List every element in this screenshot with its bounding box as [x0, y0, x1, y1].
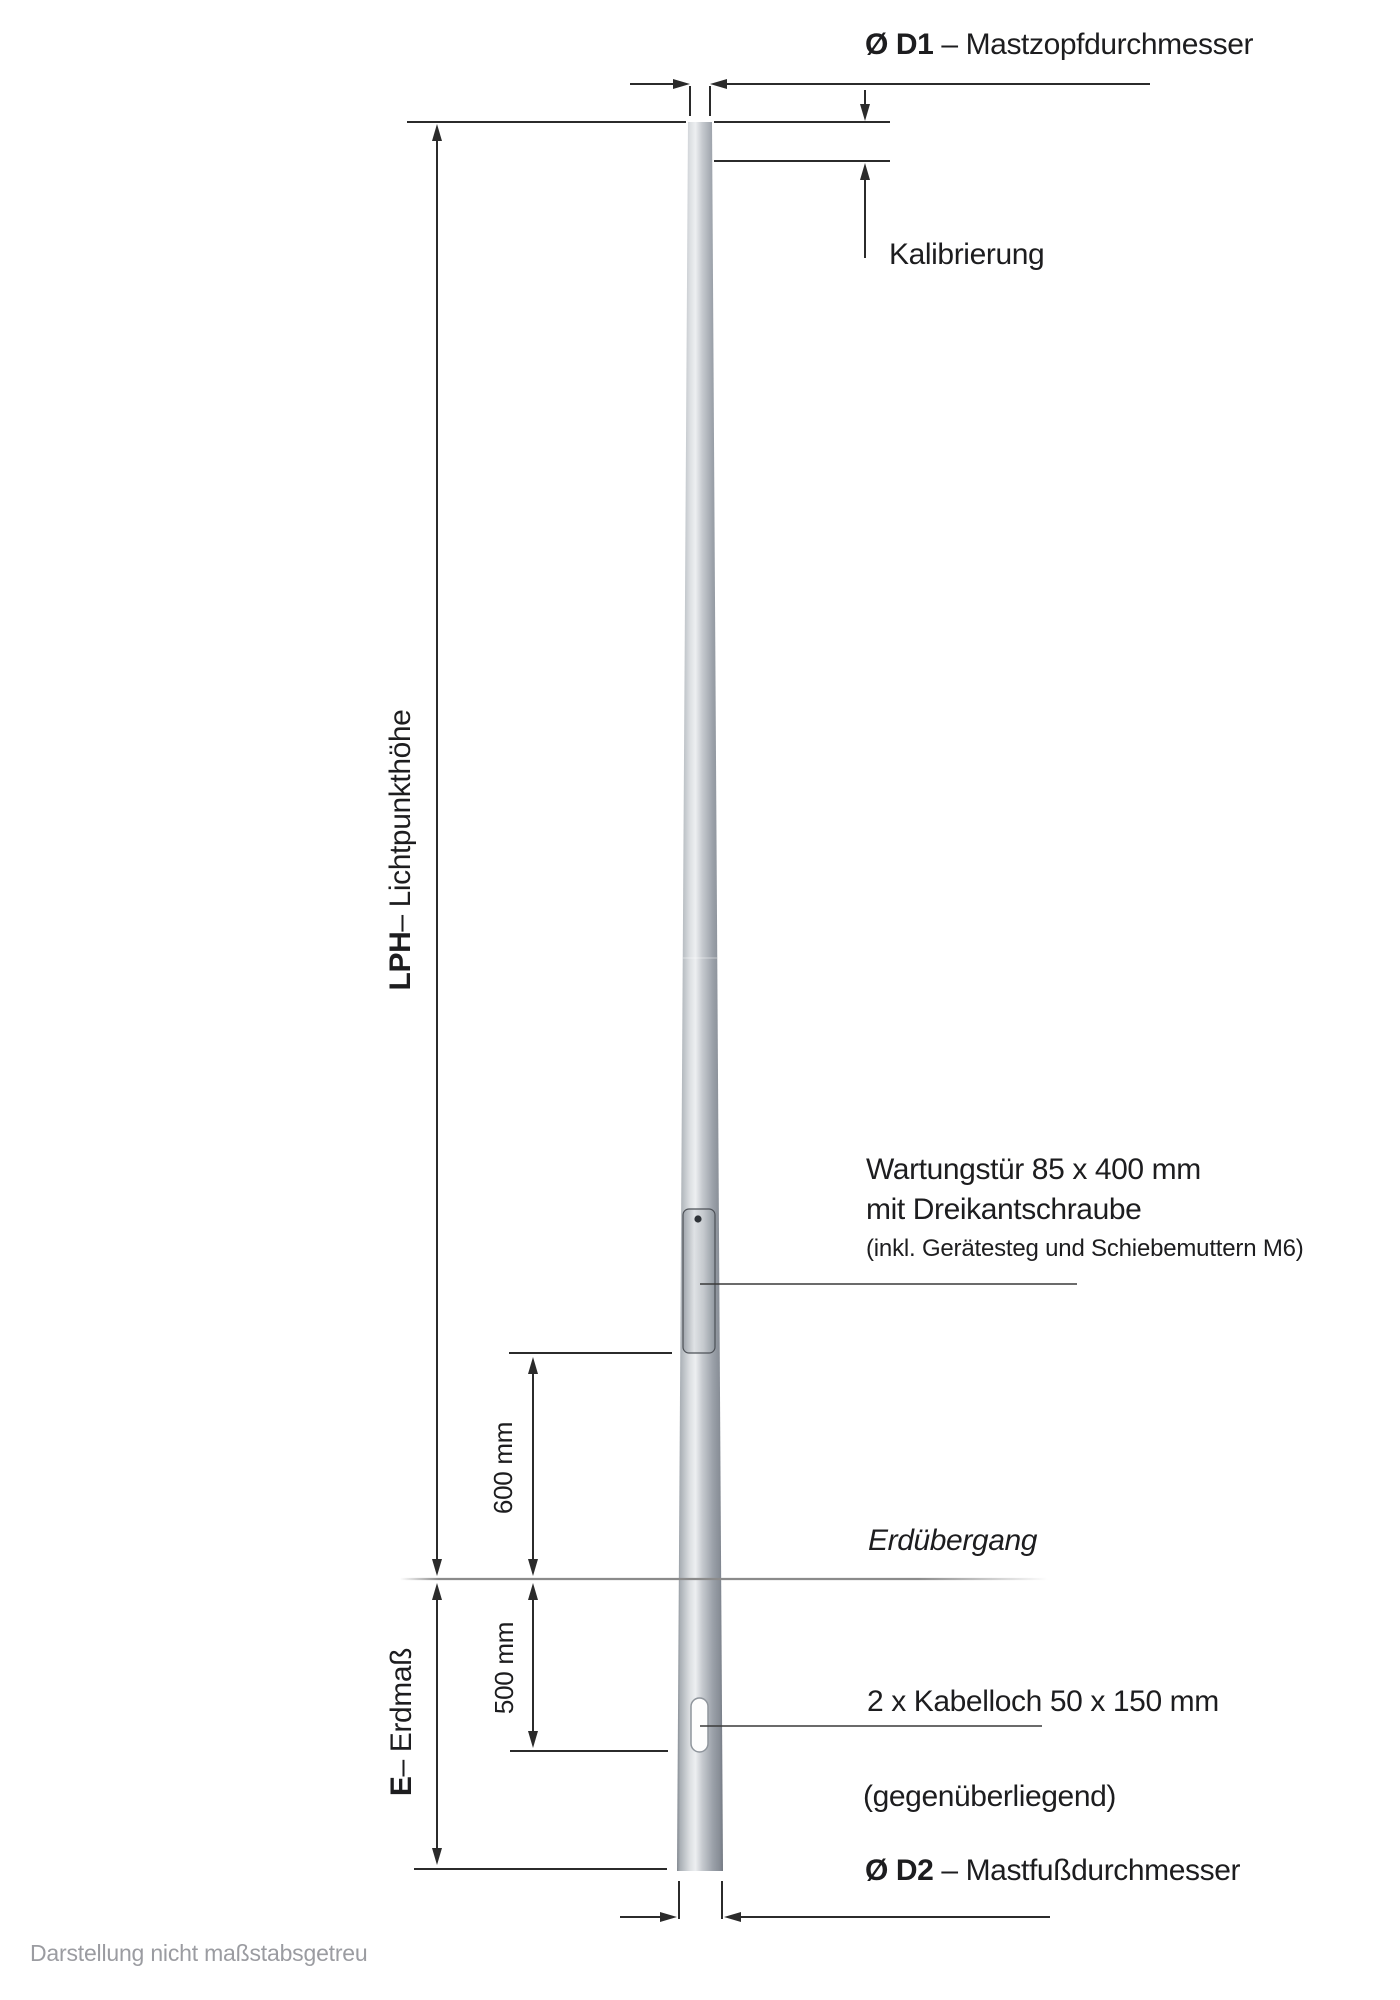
pole-body [677, 122, 723, 1871]
wartungstuer-line3: (inkl. Gerätesteg und Schiebemuttern M6) [866, 1235, 1304, 1262]
footer-note [30, 1940, 368, 1967]
label-lph [381, 680, 421, 1020]
d1-dimension-arrows [630, 79, 1150, 89]
calibration-arrows [860, 90, 870, 258]
lph-name: – Lichtpunkthöhe [384, 709, 417, 932]
dim-500mm-arrow [528, 1583, 538, 1748]
maintenance-door [683, 1209, 715, 1353]
d1-name: – Mastzopfdurchmesser [933, 28, 1254, 61]
label-d1-diameter [865, 27, 1253, 63]
dim-500mm-text: 500 mm [488, 1621, 519, 1715]
lph-code: LPH [384, 931, 417, 991]
e-name: – Erdmaß [385, 1647, 418, 1777]
wartungstuer-line1: Wartungstür 85 x 400 mm [866, 1153, 1201, 1186]
label-500mm [487, 1608, 521, 1728]
kabelloch-text: 2 x Kabelloch 50 x 150 mm [867, 1685, 1219, 1718]
label-erduebergang [868, 1523, 1037, 1559]
cable-hole [691, 1698, 708, 1752]
lph-dimension-arrow [432, 124, 442, 1576]
kalibrierung-text: Kalibrierung [889, 238, 1045, 271]
label-kabelloch-line2 [863, 1779, 1116, 1815]
erduebergang-text: Erdübergang [868, 1524, 1038, 1557]
label-600mm [486, 1408, 520, 1528]
kabelloch-note: (gegenüberliegend) [863, 1780, 1117, 1813]
d2-dimension-arrows [620, 1912, 1050, 1922]
label-e-erdmass [382, 1622, 422, 1822]
label-wartungstuer [866, 1150, 1304, 1264]
label-kabelloch-line1 [867, 1684, 1219, 1720]
label-d2-diameter [865, 1853, 1240, 1889]
door-screw [694, 1215, 701, 1222]
e-code: E [385, 1776, 418, 1797]
d2-name: – Mastfußdurchmesser [933, 1854, 1241, 1887]
footer-text: Darstellung nicht maßstabsgetreu [30, 1940, 368, 1966]
wartungstuer-line2: mit Dreikantschraube [866, 1193, 1142, 1226]
dim-600mm-arrow [528, 1357, 538, 1576]
d2-code: Ø D2 [865, 1854, 934, 1887]
dim-600mm-text: 600 mm [487, 1421, 518, 1515]
d1-code: Ø D1 [865, 28, 934, 61]
e-dimension-arrow [432, 1583, 442, 1865]
label-kalibrierung [889, 237, 1044, 273]
